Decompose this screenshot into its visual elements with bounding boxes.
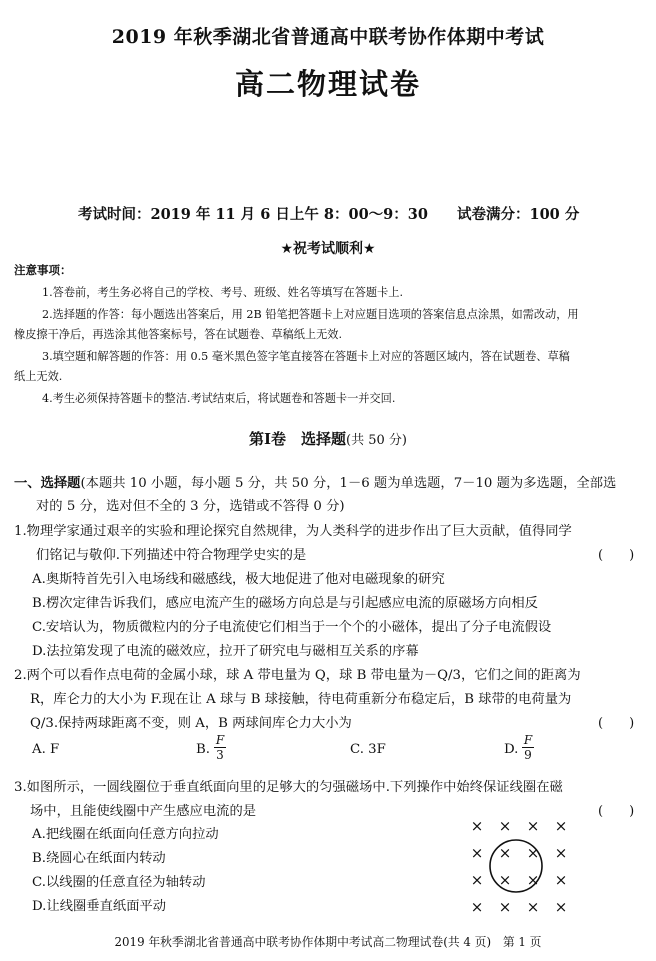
field-cross-mark: × <box>470 871 484 889</box>
section-subtitle: (共 50 分) <box>346 433 407 448</box>
part-intro-1: (本题共 10 小题，每小题 5 分，共 50 分，1－6 题为单选题，7－10 题为多选题，全部选 <box>80 476 617 491</box>
q2-option-d-label: D. <box>504 742 519 757</box>
q2-option-b-label: B. <box>196 742 210 757</box>
field-cross-mark: × <box>554 844 568 862</box>
exam-time: 考试时间：2019 年 11 月 6 日上午 8：00～9：30 <box>78 206 428 223</box>
field-cross-mark: × <box>498 871 512 889</box>
q3-stem-1: 3.如图所示，一圆线圈位于垂直纸面向里的足够大的匀强磁场中.下列操作中始终保证线圈在磁 <box>14 780 563 795</box>
q1-stem-1: 1.物理学家通过艰辛的实验和理论探究自然规律，为人类科学的进步作出了巨大贡献，值得同学 <box>14 524 572 539</box>
q1-option-d: D.法拉第发现了电流的磁效应，拉开了研究电与磁相互关系的序幕 <box>32 644 419 659</box>
q2-stem-2: R，库仑力的大小为 F.现在让 A 球与 B 球接触，待电荷重新分布稳定后，B 球带的电荷量为 <box>30 692 572 707</box>
field-cross-mark: × <box>526 898 540 916</box>
q2-option-b-numerator: F <box>215 733 225 747</box>
note-line: 4.考生必须保持答题卡的整洁.考试结束后，将试题卷和答题卡一并交回. <box>42 392 396 405</box>
good-luck-banner: ★祝考试顺利★ <box>280 241 376 257</box>
note-line: 3.填空题和解答题的作答：用 0.5 毫米黑色签字笔直接答在答题卡上对应的答题区域内，答在试题卷、草稿 <box>42 350 570 363</box>
field-cross-mark: × <box>554 817 568 835</box>
note-line: 1.答卷前，考生务必将自己的学校、考号、班级、姓名等填写在答题卡上. <box>42 286 404 299</box>
magnetic-field-figure <box>460 812 590 922</box>
q2-stem-3: Q/3.保持两球距离不变，则 A，B 两球间库仑力大小为 <box>30 716 352 731</box>
field-cross-mark: × <box>470 844 484 862</box>
q1-stem-2: 们铭记与敬仰.下列描述中符合物理学史实的是 <box>36 548 307 563</box>
section-title <box>0 428 656 449</box>
q2-stem-1: 2.两个可以看作点电荷的金属小球，球 A 带电量为 Q，球 B 带电量为－Q/3，它们之间的距离为 <box>14 668 581 683</box>
part-instructions <box>14 472 616 491</box>
q1-answer-paren: ( ) <box>598 548 635 563</box>
full-score: 试卷满分：100 分 <box>457 206 580 223</box>
field-cross-mark: × <box>498 817 512 835</box>
field-cross-mark: × <box>498 898 512 916</box>
note-line: 纸上无效. <box>14 370 63 383</box>
q2-option-b-denominator: 3 <box>216 748 224 762</box>
q1-option-b: B.楞次定律告诉我们，感应电流产生的磁场方向总是与引起感应电流的原磁场方向相反 <box>32 596 538 611</box>
q3-option-a: A.把线圈在纸面向任意方向拉动 <box>32 827 219 842</box>
notes-heading: 注意事项： <box>14 263 72 277</box>
subject-title: 高二物理试卷 <box>234 67 421 101</box>
note-line: 2.选择题的作答：每小题选出答案后，用 2B 铅笔把答题卡上对应题目选项的答案信息点涂黑，如需改动，用 <box>42 308 579 321</box>
q3-answer-paren: ( ) <box>598 804 635 819</box>
q2-option-d-fraction <box>522 734 534 761</box>
q2-option-b-fraction <box>214 734 226 761</box>
q2-answer-paren: ( ) <box>598 716 635 731</box>
q2-option-d-denominator: 9 <box>524 748 532 762</box>
field-cross-mark: × <box>470 898 484 916</box>
note-line: 橡皮擦干净后，再选涂其他答案标号，答在试题卷、草稿纸上无效. <box>14 328 342 341</box>
q3-option-d: D.让线圈垂直纸面平动 <box>32 899 167 914</box>
field-cross-mark: × <box>526 844 540 862</box>
q3-stem-2: 场中，且能使线圈中产生感应电流的是 <box>30 804 257 819</box>
q1-option-a: A.奥斯特首先引入电场线和磁感线，极大地促进了他对电磁现象的研究 <box>32 572 445 587</box>
field-cross-mark: × <box>526 817 540 835</box>
field-cross-mark: × <box>498 844 512 862</box>
field-cross-mark: × <box>526 871 540 889</box>
q1-option-c: C.安培认为，物质微粒内的分子电流使它们相当于一个个的小磁体，提出了分子电流假设 <box>32 620 552 635</box>
q3-option-b: B.绕圆心在纸面内转动 <box>32 851 166 866</box>
q3-option-c: C.以线圈的任意直径为轴转动 <box>32 875 206 890</box>
q2-option-d-numerator: F <box>523 733 533 747</box>
section-title-main: 第Ⅰ卷 选择题 <box>249 430 347 448</box>
field-cross-mark: × <box>470 817 484 835</box>
part-label: 一、选择题 <box>14 476 81 491</box>
exam-title: 2019 年秋季湖北省普通高中联考协作体期中考试 <box>111 26 545 48</box>
q2-option-a: A. F <box>32 742 60 757</box>
field-cross-mark: × <box>554 871 568 889</box>
field-cross-mark: × <box>554 898 568 916</box>
page-footer: 2019 年秋季湖北省普通高中联考协作体期中考试高二物理试卷(共 4 页) 第 1 页 <box>114 935 542 949</box>
q2-option-c: C. 3F <box>350 742 386 757</box>
part-intro-2: 对的 5 分，选对但不全的 3 分，选错或不答得 0 分) <box>36 499 345 514</box>
